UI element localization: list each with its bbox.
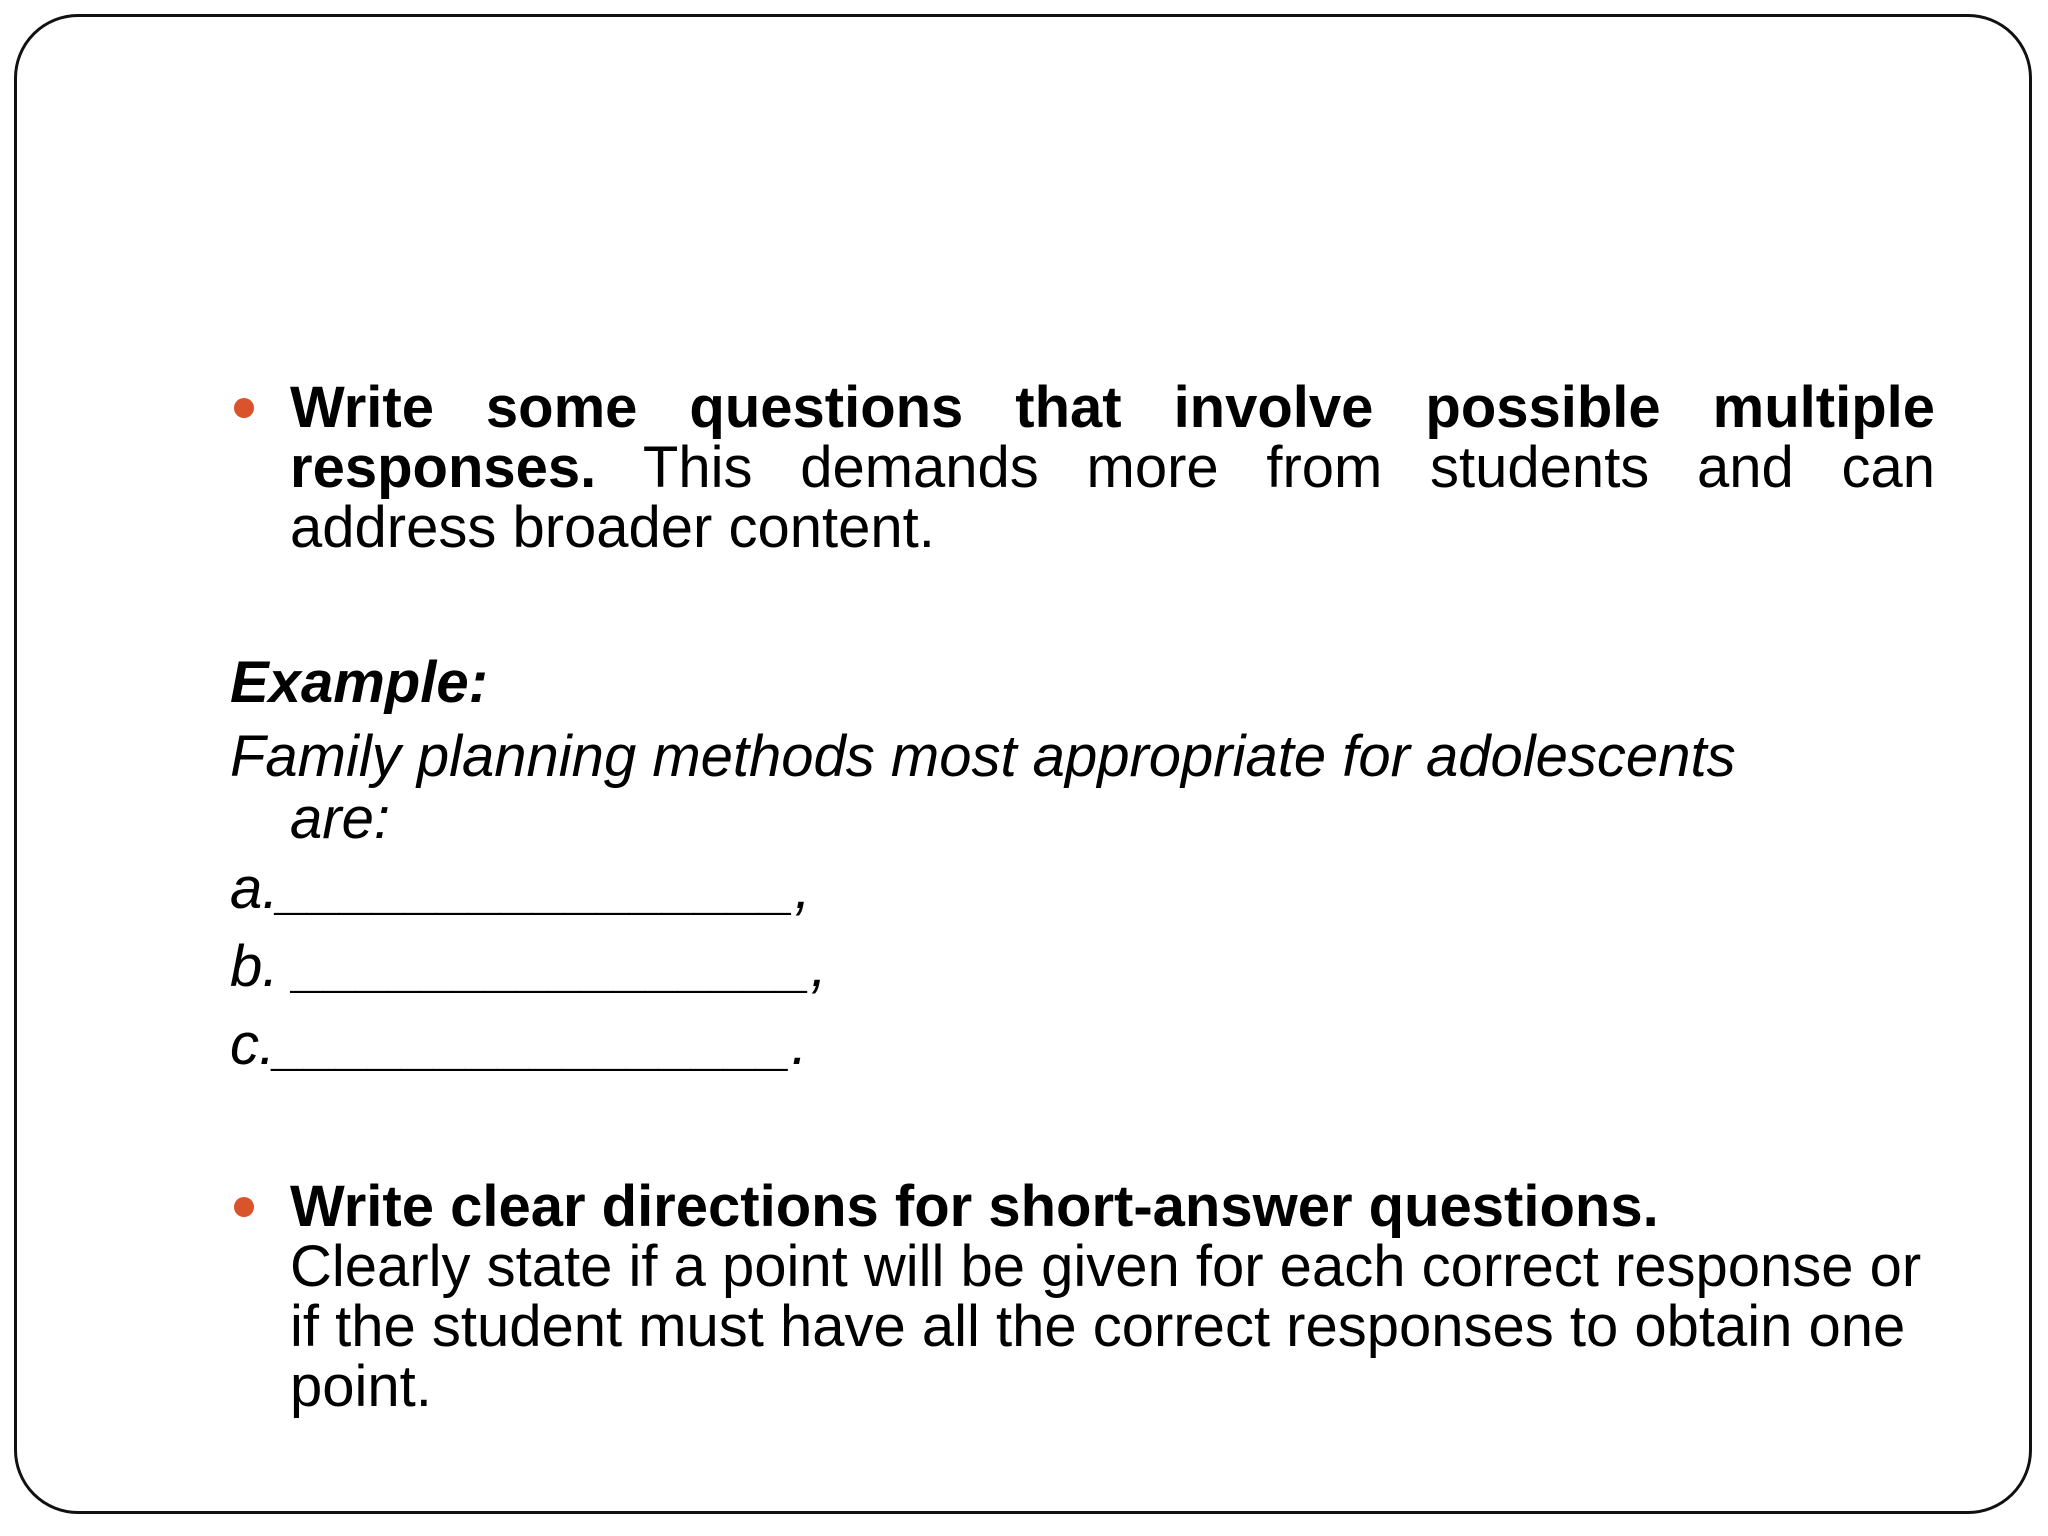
bullet-item-multiple-responses — [290, 375, 1935, 560]
example-label: Example: — [230, 650, 488, 715]
slide-content — [17, 17, 2029, 1511]
bullet-dot-icon — [234, 1197, 254, 1217]
answer-blank-b: b. ________________, — [230, 934, 827, 999]
bullet-dot-icon — [234, 398, 254, 418]
bullet-item-clear-directions — [290, 1174, 1935, 1419]
slide — [14, 14, 2032, 1514]
bullet-text: This demands more from students and can address broader content. — [290, 435, 1935, 560]
answer-blank-a: a.________________, — [230, 856, 811, 921]
example-stem-continued: are: — [290, 786, 390, 851]
answer-blank-c: c.________________. — [230, 1012, 808, 1077]
bullet-heading: Write clear directions for short-answer questions. — [290, 1174, 1659, 1239]
example-stem: Family planning methods most appropriate for adolescents — [230, 724, 1736, 789]
bullet-heading: Write some questions that involve possible multiple responses. — [290, 375, 1935, 500]
example-section — [230, 652, 1950, 1084]
bullet-text: Clearly state if a point will be given for each correct response or if the student must have all the correct responses to obtain one point. — [290, 1234, 1922, 1419]
